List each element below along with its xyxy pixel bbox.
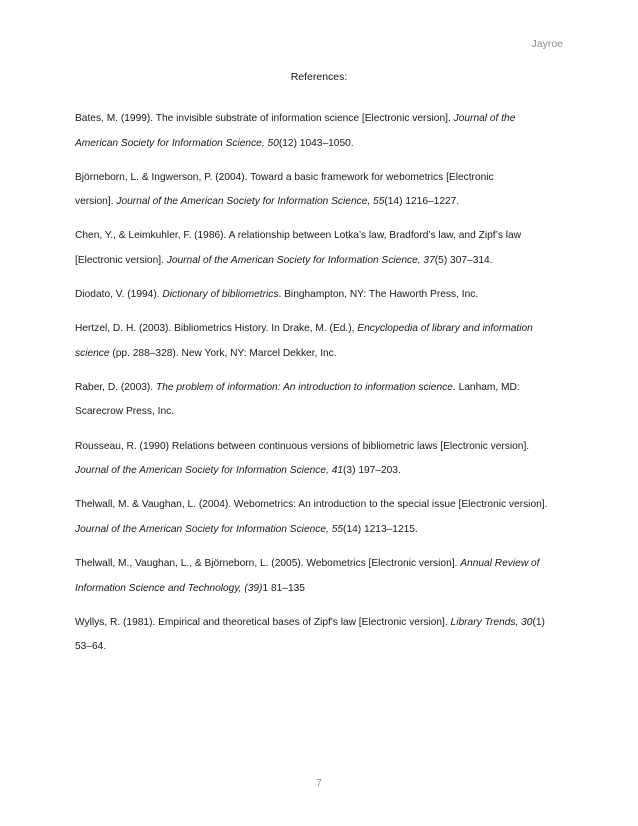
reference-text: Björneborn, L. & Ingwerson, P. (2004). Toward a basic framework for webometrics [Electronic	[75, 171, 494, 183]
page-number: 7	[316, 777, 322, 789]
reference-line-first	[75, 435, 580, 460]
reference-italic-text: Dictionary of bibliometrics	[162, 289, 279, 301]
reference-text: 1 81–135	[262, 582, 305, 594]
reference-line-first	[75, 107, 580, 132]
reference-text: Scarecrow Press, Inc.	[75, 406, 175, 418]
reference-line-first	[75, 166, 580, 191]
reference-italic-text: Journal of the	[453, 113, 516, 124]
reference-entry	[75, 376, 580, 425]
reference-text: Wyllys, R. (1981). Empirical and theoretical bases of Zipf's law [Electronic version].	[75, 616, 451, 628]
reference-line-continuation	[75, 190, 580, 215]
reference-italic-text: Journal of the American Society for Information Science, 55	[75, 523, 344, 535]
reference-line-first	[75, 552, 580, 577]
reference-line-first	[75, 611, 580, 636]
reference-italic-text: Journal of the American Society for Information Science, 37	[166, 254, 435, 266]
reference-text: (pp. 288–328). New York, NY: Marcel Dekker, Inc.	[109, 347, 337, 359]
reference-text: Rousseau, R. (1990) Relations between continuous versions of bibliometric laws [Electronic version].	[75, 440, 530, 452]
reference-text: version].	[75, 196, 117, 208]
reference-line-first	[75, 283, 580, 308]
reference-italic-text: Encyclopedia of library and information	[357, 323, 533, 335]
reference-line-continuation	[75, 635, 580, 660]
reference-text: [Electronic version].	[75, 254, 167, 266]
reference-text: Bates, M. (1999). The invisible substrate of information science [Electronic version].	[75, 113, 454, 124]
reference-entry	[75, 166, 580, 215]
reference-line-continuation	[75, 518, 580, 543]
reference-entry	[75, 552, 580, 601]
reference-italic-text: Journal of the American Society for Information Science, 55	[116, 196, 385, 208]
reference-text: Hertzel, D. H. (2003). Bibliometrics History. In Drake, M. (Ed.),	[75, 323, 358, 335]
reference-text: Thelwall, M., Vaughan, L., & Björneborn, L. (2005). Webometrics [Electronic version].	[75, 557, 461, 569]
reference-text: Chen, Y., & Leimkuhler, F. (1986). A relationship between Lotka’s law, Bradford’s law, and Zipf’s law	[75, 230, 522, 242]
reference-entry	[75, 224, 580, 273]
reference-text: Raber, D. (2003).	[75, 381, 156, 393]
reference-list	[75, 107, 580, 669]
reference-text: (3) 197–203.	[343, 465, 401, 477]
reference-italic-text: science	[75, 347, 110, 359]
reference-entry	[75, 493, 580, 542]
reference-line-first	[75, 317, 580, 342]
reference-italic-text: Annual Review of	[460, 557, 540, 569]
reference-entry	[75, 317, 580, 366]
reference-italic-text: American Society for Information Science, 50	[75, 137, 279, 149]
reference-text: (14) 1216–1227.	[384, 196, 460, 208]
reference-line-continuation	[75, 459, 580, 484]
reference-text: Diodato, V. (1994).	[75, 289, 163, 301]
reference-entry	[75, 435, 580, 484]
reference-line-first	[75, 224, 580, 249]
reference-italic-text: Journal of the American Society for Information Science, 41	[75, 465, 344, 477]
reference-line-first	[75, 493, 580, 518]
reference-text: (1)	[532, 616, 545, 628]
reference-line-continuation	[75, 342, 580, 367]
reference-text: 53–64.	[75, 641, 107, 653]
reference-text: (14) 1213–1215.	[343, 523, 418, 535]
reference-text: Thelwall, M. & Vaughan, L. (2004). Webometrics: An introduction to the special issue [Electronic version].	[75, 499, 548, 511]
reference-text: . Lanham, MD:	[452, 381, 520, 393]
references-heading: References:	[290, 71, 348, 83]
running-head-author: Jayroe	[531, 38, 563, 50]
reference-line-first	[75, 376, 580, 401]
reference-line-continuation	[75, 577, 580, 602]
reference-italic-text: Information Science and Technology, (39)	[75, 582, 263, 594]
reference-italic-text: The problem of information: An introduction to information science	[155, 381, 453, 393]
reference-text: . Binghampton, NY: The Haworth Press, Inc.	[278, 289, 479, 301]
reference-line-continuation	[75, 400, 580, 425]
reference-text: (5) 307–314.	[434, 254, 493, 266]
reference-line-continuation	[75, 249, 580, 274]
reference-line-continuation	[75, 132, 580, 157]
reference-entry	[75, 283, 580, 308]
reference-entry	[75, 611, 580, 660]
reference-italic-text: Library Trends, 30	[450, 616, 533, 628]
reference-entry	[75, 107, 580, 156]
reference-text: (12) 1043–1050.	[278, 137, 354, 149]
